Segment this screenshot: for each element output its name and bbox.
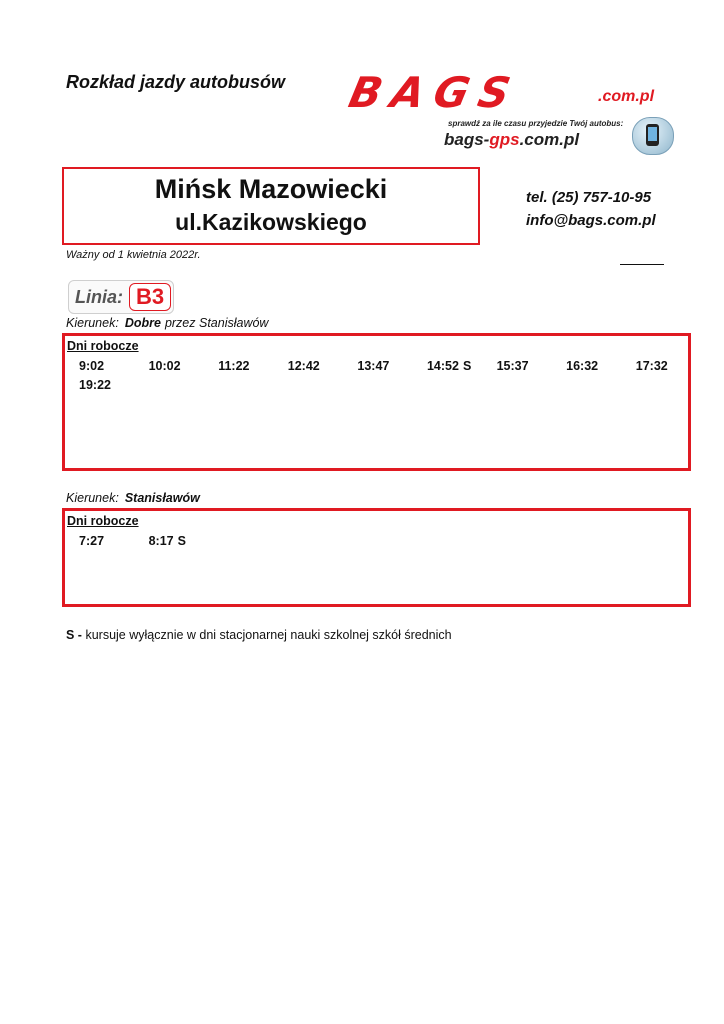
stop-street: ul.Kazikowskiego: [175, 209, 367, 235]
stop-title-box: [62, 167, 480, 245]
schedule-box-1: [62, 333, 691, 471]
departure-time-value: 16:32: [566, 359, 599, 373]
line-badge: [68, 280, 174, 314]
departure-time-value: 9:02: [79, 359, 105, 373]
timetable-heading: Rozkład jazdy autobusów: [66, 72, 286, 92]
departure-time-value: 12:42: [287, 359, 320, 373]
direction-label: Kierunek:: [66, 316, 119, 330]
departure-time-value: 15:37: [496, 359, 529, 373]
legend-text: kursuje wyłącznie w dni stacjonarnej nauki szkolnej szkół średnich: [85, 628, 452, 642]
departure-time-value: 10:02: [148, 359, 181, 373]
departure-time: [204, 357, 274, 376]
direction-1: [66, 316, 268, 330]
departure-flag: S: [177, 534, 186, 548]
contact-email: info@bags.com.pl: [526, 212, 656, 229]
day-type-label: Dni robocze: [67, 514, 139, 528]
contact-info: [526, 186, 656, 232]
gps-tagline: sprawdź za ile czasu przyjedzie Twój autobus:: [448, 119, 624, 128]
departure-flag: S: [462, 359, 472, 373]
departure-time: [274, 357, 344, 376]
gps-site-link[interactable]: [444, 130, 579, 150]
departure-time-value: 14:52: [426, 359, 459, 373]
departure-time: [483, 357, 553, 376]
bags-logo: BAGS: [344, 68, 525, 117]
divider: [620, 264, 664, 265]
gps-site-accent: gps: [489, 130, 520, 149]
gps-site-prefix: bags-: [444, 130, 490, 149]
departure-time: [65, 532, 135, 551]
departure-time: [135, 532, 205, 551]
direction-label: Kierunek:: [66, 491, 119, 505]
departure-time-value: 7:27: [79, 534, 105, 548]
line-number: B3: [129, 283, 171, 311]
direction-destination: Dobre: [124, 316, 161, 330]
contact-phone: tel. (25) 757-10-95: [526, 189, 652, 206]
day-type-label: Dni robocze: [67, 339, 139, 353]
departure-time: [65, 376, 135, 395]
gps-site-suffix: .com.pl: [519, 130, 580, 149]
departure-time: [622, 357, 692, 376]
valid-from: Ważny od 1 kwietnia 2022r.: [66, 249, 201, 261]
stop-city: Mińsk Mazowiecki: [154, 174, 388, 204]
departure-time-value: 19:22: [79, 378, 111, 392]
departure-time: [65, 357, 135, 376]
direction-destination: Stanisławów: [124, 491, 200, 505]
departure-list: [65, 532, 695, 551]
departure-time: [135, 357, 205, 376]
departure-list: [65, 357, 695, 395]
schedule-box-2: [62, 508, 691, 607]
direction-via: przez Stanisławów: [164, 316, 269, 330]
departure-time: [552, 357, 622, 376]
departure-time-value: 17:32: [635, 359, 668, 373]
line-label: Linia:: [75, 287, 123, 307]
departure-time: [343, 357, 413, 376]
departure-time-value: 8:17: [148, 534, 174, 548]
departure-time-value: 11:22: [218, 359, 250, 373]
phone-icon: [632, 117, 674, 155]
direction-2: [66, 491, 200, 505]
departure-time-value: 13:47: [357, 359, 390, 373]
legend: [66, 628, 452, 642]
bags-logo-suffix: .com.pl: [598, 88, 655, 105]
legend-key: S -: [66, 628, 82, 642]
departure-time: [413, 357, 483, 376]
